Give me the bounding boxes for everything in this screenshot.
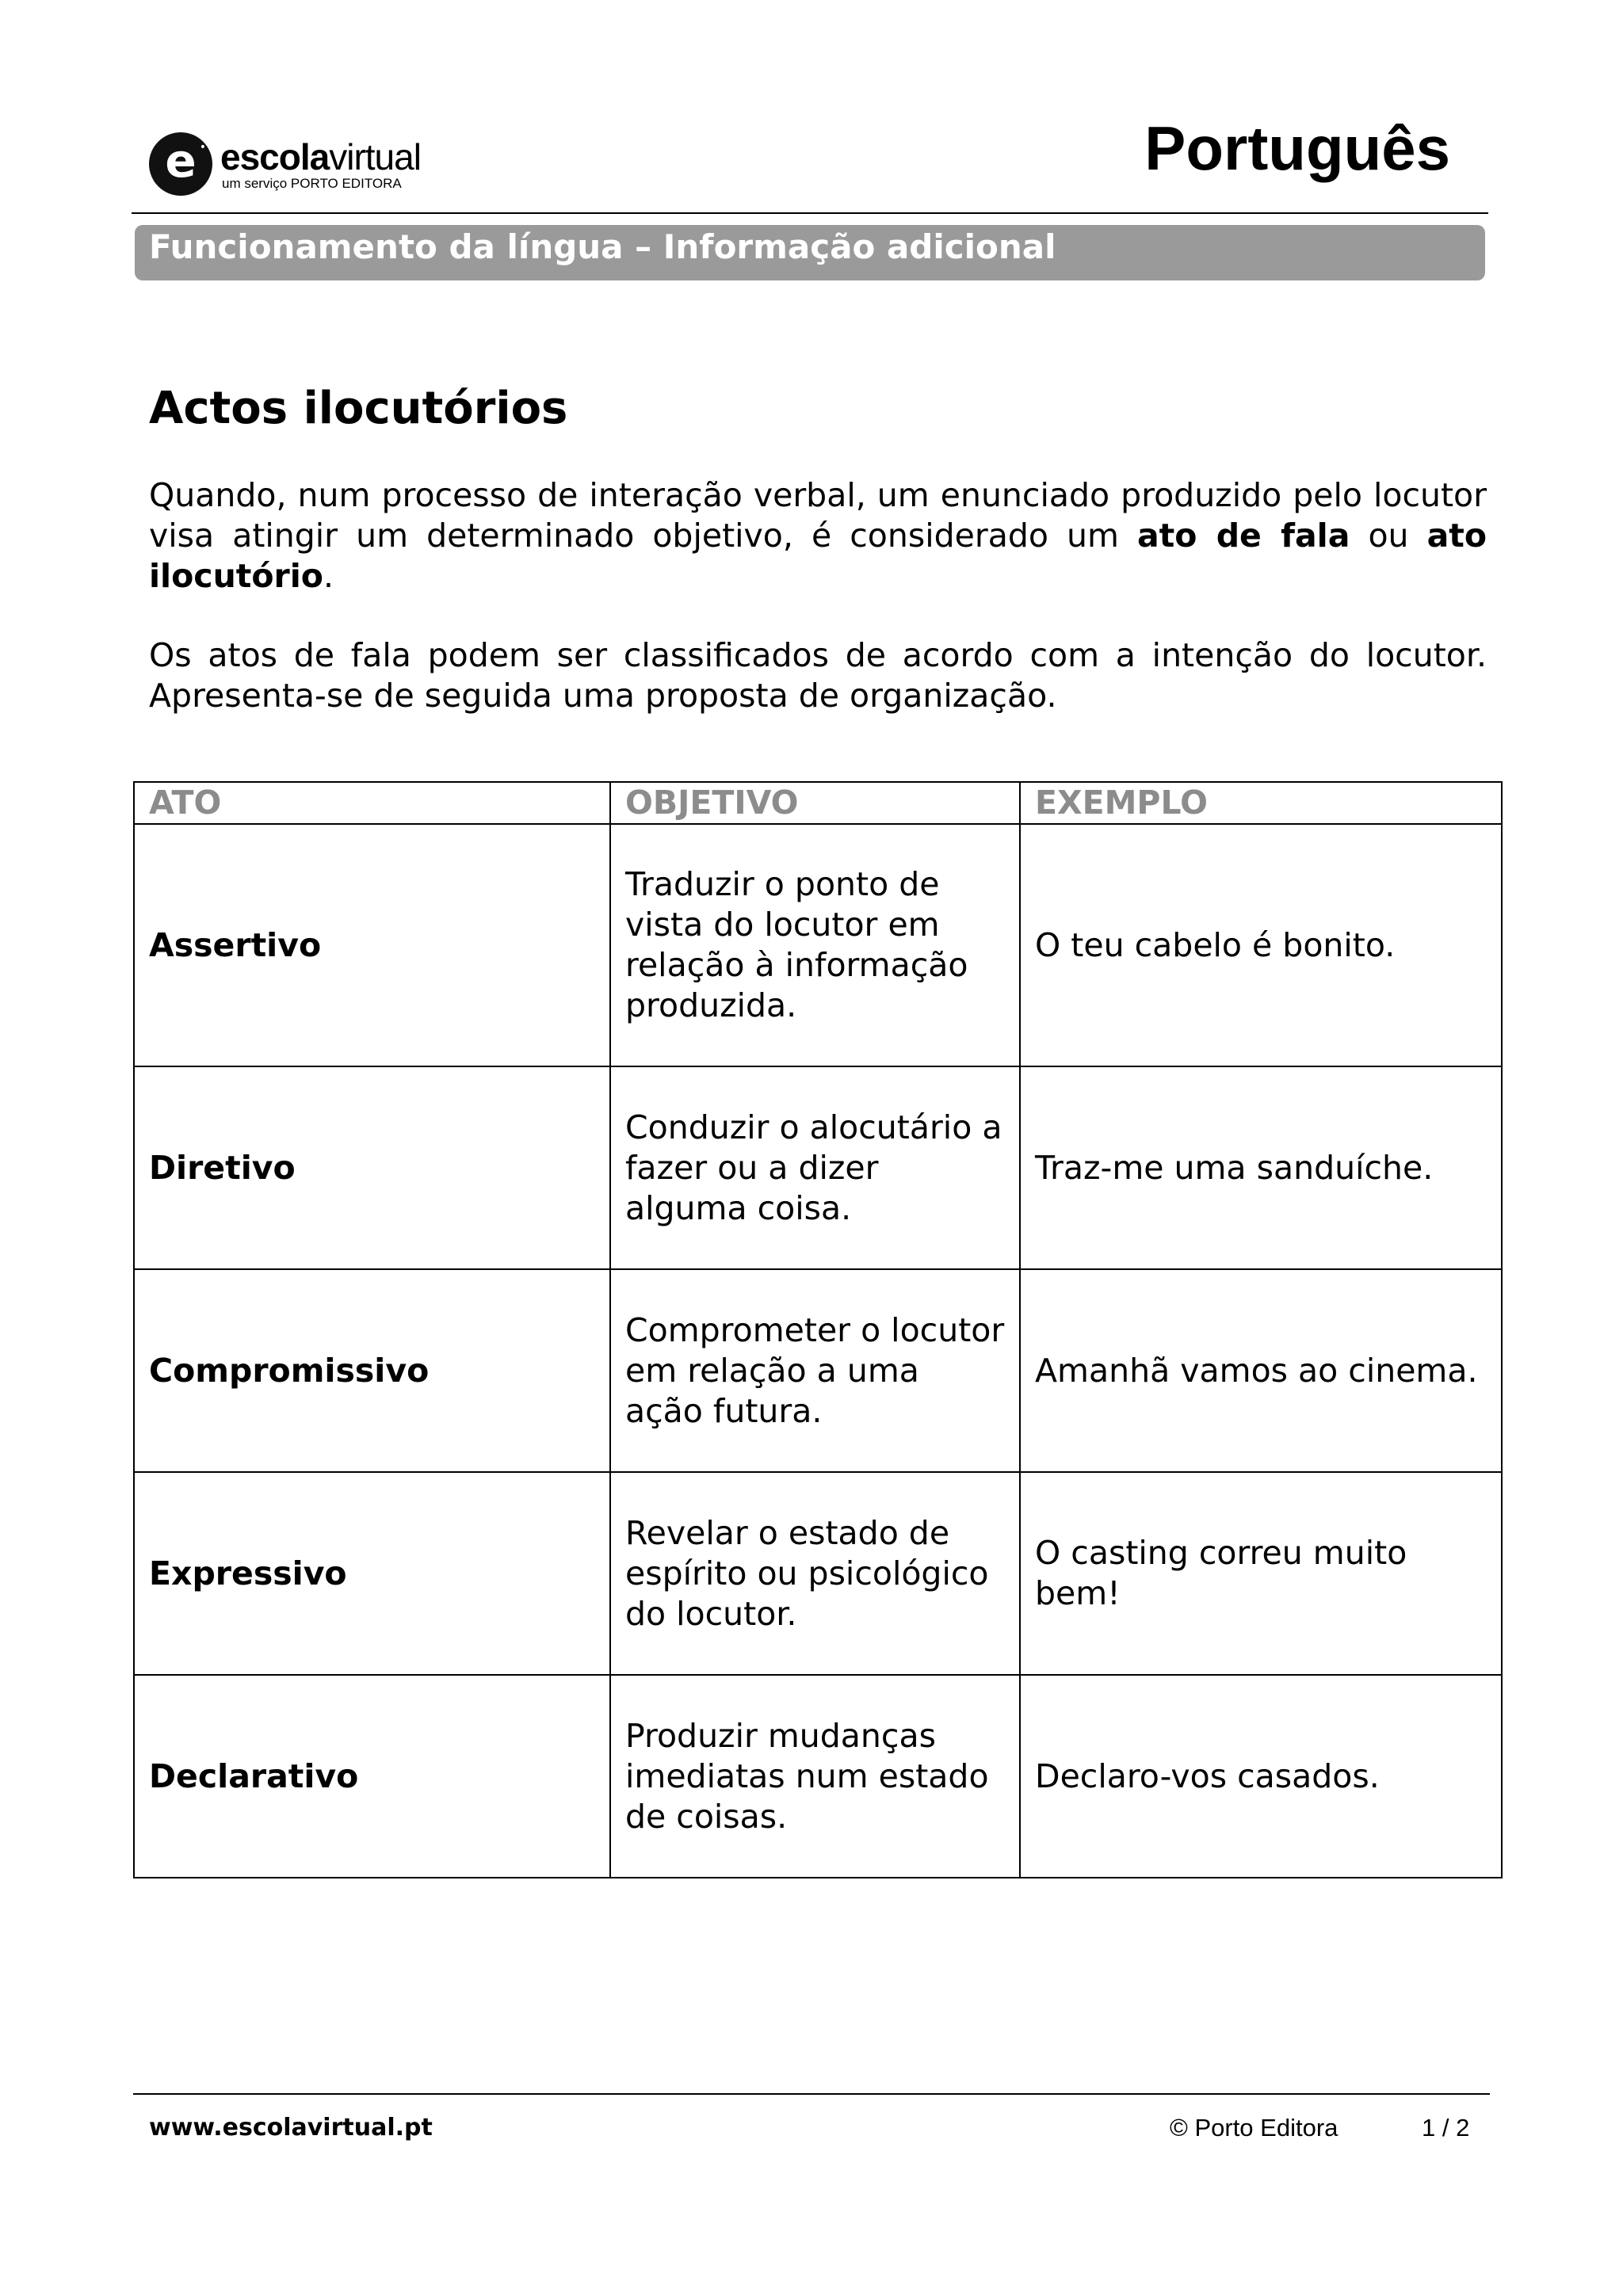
table-header-row [134, 782, 1502, 824]
logo-text [220, 135, 421, 191]
cell-exemplo: O casting correu muito bem! [1020, 1472, 1502, 1675]
footer-divider [133, 2093, 1490, 2095]
page-number: 1 / 2 [1422, 2114, 1470, 2142]
cell-exemplo: O teu cabelo é bonito. [1020, 824, 1502, 1066]
cell-ato: Compromissivo [134, 1269, 610, 1472]
logo-letter: e [165, 134, 197, 188]
term-ato-de-fala: ato de fala [1136, 517, 1350, 555]
cell-exemplo: Declaro-vos casados. [1020, 1675, 1502, 1878]
page-title: Actos ilocutórios [149, 383, 568, 434]
column-header-exemplo: EXEMPLO [1020, 782, 1502, 824]
cell-objetivo: Comprometer o locutor em relação a uma ação futura. [610, 1269, 1020, 1472]
cell-ato: Assertivo [134, 824, 610, 1066]
cell-ato: Diretivo [134, 1066, 610, 1269]
cell-exemplo: Amanhã vamos ao cinema. [1020, 1269, 1502, 1472]
cell-ato: Expressivo [134, 1472, 610, 1675]
column-header-ato: ATO [134, 782, 610, 824]
cell-objetivo: Produzir mudanças imediatas num estado de coisas. [610, 1675, 1020, 1878]
cell-objetivo: Revelar o estado de espírito ou psicológico do locutor. [610, 1472, 1020, 1675]
table-row [134, 1675, 1502, 1878]
table-row [134, 1269, 1502, 1472]
logo-mark [149, 132, 212, 196]
term-ato-ilocutorio: ato ilocutório [149, 517, 1487, 595]
table-row [134, 1066, 1502, 1269]
logo-name: escolavirtual [220, 135, 421, 177]
table-row [134, 824, 1502, 1066]
footer-copyright: © Porto Editora [1170, 2114, 1338, 2142]
cell-objetivo: Traduzir o ponto de vista do locutor em relação à informação produzida. [610, 824, 1020, 1066]
logo [149, 132, 421, 196]
intro-paragraph: Quando, num processo de interação verbal, um enunciado produzido pelo locutor visa atingir um determinado objetivo, é considerado um ato de fala ou ato ilocutório. [149, 476, 1487, 595]
header-divider [132, 212, 1488, 214]
table-row [134, 1472, 1502, 1675]
column-header-objetivo: OBJETIVO [610, 782, 1020, 824]
footer-url: www.escolavirtual.pt [149, 2114, 433, 2142]
section-banner: Funcionamento da língua – Informação adicional [135, 225, 1485, 280]
logo-dots-icon: • [199, 141, 206, 154]
logo-subtitle: um serviço PORTO EDITORA [222, 175, 402, 191]
cell-ato: Declarativo [134, 1675, 610, 1878]
speech-acts-table [133, 781, 1503, 1878]
classification-paragraph: Os atos de fala podem ser classificados de acordo com a intenção do locutor. Apresenta-se de seguida uma proposta de organização. [149, 636, 1487, 715]
cell-objetivo: Conduzir o alocutário a fazer ou a dizer alguma coisa. [610, 1066, 1020, 1269]
cell-exemplo: Traz-me uma sanduíche. [1020, 1066, 1502, 1269]
subject-title: Português [1144, 113, 1450, 183]
